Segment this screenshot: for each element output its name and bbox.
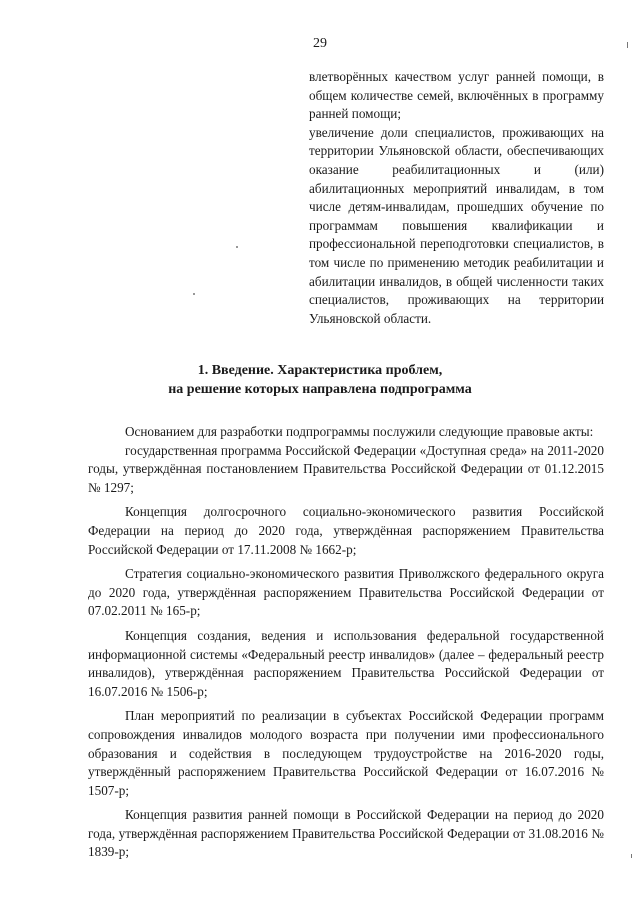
right-column-paragraph: увеличение доли специалистов, проживающих на территории Ульяновской области, обеспечивающих оказание реабилитационных и (или) абилитационных мероприятий инвалидам, в том числе детям-инвалидам, прошедших обучение по программам повышения квалификации и профессиональной переподготовки специалистов, в том числе по применению методик реабилитации и абилитации инвалидов, в общей численности таких специалистов, проживающих на территории Ульяновской области. <box>309 124 604 326</box>
right-column-text <box>309 68 604 328</box>
right-column-paragraph: влетворённых качеством услуг ранней помощи, в общем количестве семей, включённых в программу ранней помощи; <box>309 69 604 122</box>
body-paragraph: Основанием для разработки подпрограммы послужили следующие правовые акты: <box>125 424 594 439</box>
page-number: 29 <box>313 36 327 51</box>
section-heading-line: 1. Введение. Характеристика проблем, <box>197 363 443 378</box>
section-heading <box>0 361 640 399</box>
body-paragraph: Стратегия социально-экономического развития Приволжского федерального округа до 2020 года, утверждённая распоряжением Правительства Российской Федерации от 07.02.2011 № 165-р; <box>88 566 604 619</box>
body-text <box>88 423 604 862</box>
body-paragraph: Концепция развития ранней помощи в Российской Федерации на период до 2020 года, утверждённая распоряжением Правительства Российской Федерации от 31.08.2016 № 1839-р; <box>88 807 604 860</box>
scan-speck <box>627 42 628 48</box>
body-paragraph: Концепция создания, ведения и использования федеральной государственной информационной системы «Федеральный реестр инвалидов» (далее – федеральный реестр инвалидов), утверждённая распоряжением Правительства Российской Федерации от 16.07.2016 № 1506-р; <box>88 627 604 699</box>
scan-speck <box>193 293 195 295</box>
body-paragraph: государственная программа Российской Федерации «Доступная среда» на 2011-2020 годы, утверждённая постановлением Правительства Российской Федерации от 01.12.2015 № 1297; <box>88 442 604 495</box>
body-paragraph: Концепция долгосрочного социально-экономического развития Российской Федерации на период до 2020 года, утверждённая распоряжением Правительства Российской Федерации от 17.11.2008 № 1662-р; <box>88 504 604 557</box>
scan-speck <box>631 854 632 858</box>
body-paragraph: План мероприятий по реализации в субъектах Российской Федерации программ сопровождения инвалидов молодого возраста при получении ими профессионального образования и содействия в последующем трудоустройстве на 2016-2020 годы, утверждённый распоряжением Правительства Российской Федерации от 16.07.2016 № 1507-р; <box>88 708 604 798</box>
section-heading-line: на решение которых направлена подпрограмма <box>168 382 472 397</box>
scan-speck <box>236 246 238 248</box>
